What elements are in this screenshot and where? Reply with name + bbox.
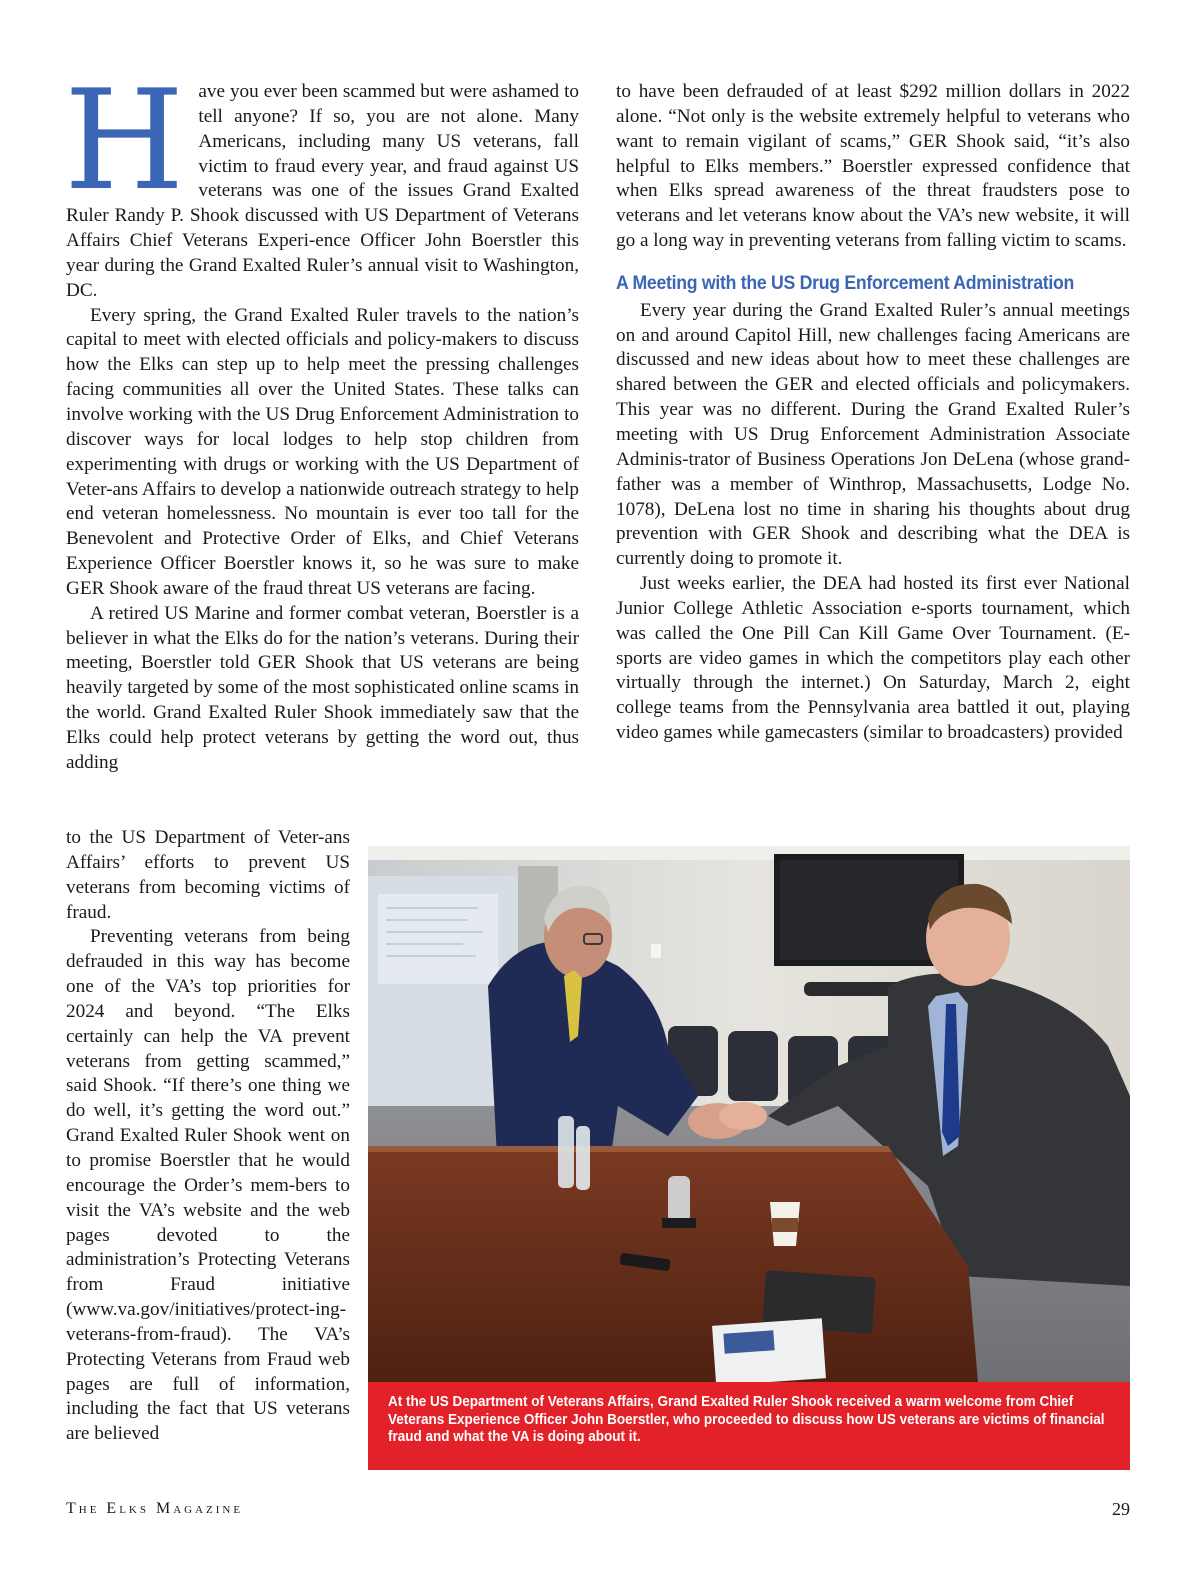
page-number: 29 [1112,1499,1130,1519]
magazine-name: The Elks Magazine [66,1500,244,1517]
right-column [616,80,1130,746]
photo-caption-text: At the US Department of Veterans Affairs, Grand Exalted Ruler Shook received a warm welcome from Chief Veterans Experience Officer John Boerstler, who proceeded to discuss how US veterans are victims of financial fraud and what the VA is doing about it. [388,1393,1105,1445]
photo-caption [368,1382,1130,1470]
meeting-photo [368,846,1130,1382]
paragraph-defrauded: to have been defrauded of at least $292 million dollars in 2022 alone. “Not only is the website extremely helpful to veterans who want to remain vigilant of scams,” GER Shook said, “it’s also helpful to Elks members.” Boerstler expressed confidence that when Elks spread awareness of the threat fraudsters pose to veterans and let veterans know about the VA’s new website, it will go a long way in preventing veterans from falling victim to scams. [616,81,1130,252]
paragraph-esports: Just weeks earlier, the DEA had hosted its first ever National Junior College Athletic Association e-sports tournament, which was called the One Pill Can Kill Game Over Tournament. (E-sports are video games in which the competitors play each other virtually through the internet.) On Saturday, March 2, eight college teams from the Pennsylvania area battled it out, playing video games while gamecasters (similar to broadcasters) provided [616,573,1130,744]
left-column-bottom [66,826,350,1447]
paragraph-boerstler-continued: to the US Department of Veter-ans Affairs’ efforts to prevent US veterans from becoming victims of fraud. [66,827,350,923]
section-subhead: A Meeting with the US Drug Enforcement Administration [616,272,1075,294]
paragraph-intro: ave you ever been scammed but were ashamed to tell anyone? If so, you are not alone. Many Americans, including many US veterans, fall victim to fraud every year, and fraud against US veterans was one of the issues Grand Exalted Ruler Randy P. Shook discussed with US Department of Veterans Affairs Chief Veterans Experi-ence Officer John Boerstler this year during the Grand Exalted Ruler’s annual visit to Washington, DC. [66,81,579,301]
paragraph-spring-visit: Every spring, the Grand Exalted Ruler travels to the nation’s capital to meet with elected officials and policy-makers to discuss how the Elks can step up to help meet the pressing challenges facing communities all over the United States. These talks can involve working with the US Drug Enforcement Administration to discover ways for local lodges to help stop children from experimenting with drugs or working with the US Department of Veter-ans Affairs to develop a nationwide outreach strategy to help end veteran homelessness. No mountain is ever too tall for the Benevolent and Protective Order of Elks, and Chief Veterans Experience Officer Boerstler knows it, so he was sure to make GER Shook aware of the fraud threat US veterans are facing. [66,304,579,599]
paragraph-boerstler: A retired US Marine and former combat veteran, Boerstler is a believer in what the Elks do for the nation’s veterans. During their meeting, Boerstler told GER Shook that US veterans are being heavily targeted by some of the most sophisticated online scams in the world. Grand Exalted Ruler Shook immediately saw that the Elks could help protect veterans by getting the word out, thus adding [66,602,579,773]
left-column-top [64,60,579,776]
drop-cap: H [64,60,185,221]
paragraph-dea-meeting: Every year during the Grand Exalted Ruler’s annual meetings on and around Capitol Hill, new challenges facing Americans are discussed and new ideas about how to meet these challenges are shared between the GER and elected officials and policymakers. This year was no different. During the Grand Exalted Ruler’s meeting with US Drug Enforcement Administration Associate Adminis-trator of Business Operations Jon DeLena (whose grand-father was a member of Winthrop, Massachusetts, Lodge No. 1078), DeLena lost no time in sharing his thoughts about drug prevention with GER Shook and describing what the DEA is currently doing to promote it. [616,299,1130,570]
paragraph-preventing-fraud: Preventing veterans from being defrauded in this way has become one of the VA’s top priorities for 2024 and beyond. “The Elks certainly can help the VA prevent veterans from getting scammed,” said Shook. “If there’s one thing we do well, it’s getting the word out.” Grand Exalted Ruler Shook went on to promise Boerstler that he would encourage the Order’s mem-bers to visit the VA’s website and the web pages devoted to the administration’s Protecting Veterans from Fraud initiative (www.va.gov/initiatives/protect-ing-veterans-from-fraud). The VA’s Protecting Veterans from Fraud web pages are full of information, including the fact that US veterans are believed [66,926,350,1445]
